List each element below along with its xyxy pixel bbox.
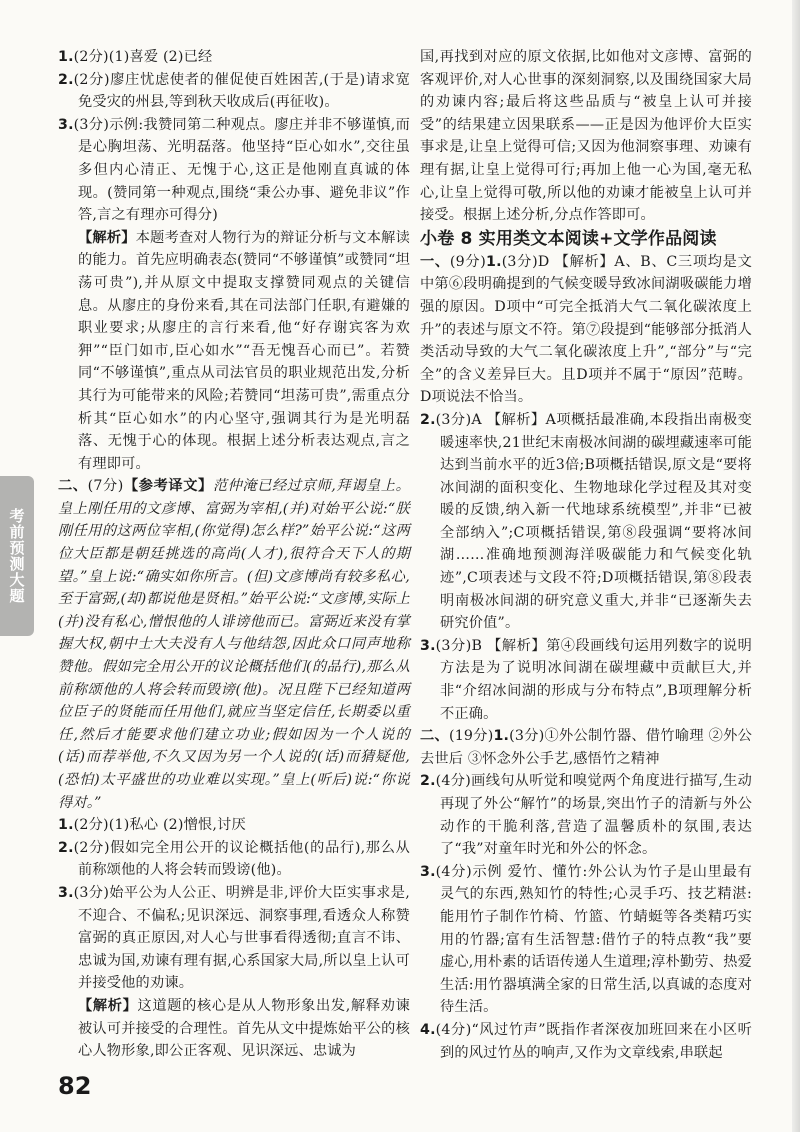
analysis-text: 这道题的核心是从人物形象出发,解释劝谏被认可并接受的合理性。首先从文中提炼始平公的核心人物形象,即公正客观、见识深远、忠诚为 bbox=[78, 997, 410, 1060]
analysis-label: 【解析】 bbox=[78, 997, 138, 1014]
item-number: 2. bbox=[58, 71, 74, 88]
item-number: 1. bbox=[486, 253, 502, 270]
answer-item bbox=[58, 114, 410, 227]
analysis-paragraph bbox=[58, 995, 410, 1063]
side-tab: 考前预测大题 bbox=[0, 476, 34, 636]
analysis-paragraph bbox=[58, 227, 410, 476]
item-number: 1. bbox=[493, 728, 510, 745]
answer-item bbox=[58, 46, 410, 69]
item-number: 3. bbox=[420, 637, 436, 654]
item-text: (3分)①外公制竹器、借竹喻理 ②外公去世后 ③怀念外公手艺,感悟竹之精神 bbox=[420, 728, 752, 767]
item-number: 1. bbox=[58, 817, 74, 834]
item-text: (3分)示例:我赞同第二种观点。廖庄并非不够谨慎,而是心胸坦荡、光明磊落。他坚持“臣心如水”,交往虽多但内心清正、无愧于心,这正是他刚直真诚的体现。(赞同第一种观点,围绕“秉公办事、避免非议”作答,言之有理亦可得分) bbox=[73, 116, 410, 224]
analysis-label: 【解析】 bbox=[78, 229, 136, 246]
item-text: (4分)示例 爱竹、懂竹:外公认为竹子是山里最有灵气的东西,熟知竹的特性;心灵手巧、技艺精湛:能用竹子制作竹椅、竹篮、竹蜻蜓等各类精巧实用的竹器;富有生活智慧:借竹子的特点教“我”要虚心,用朴素的话语传递人生道理;淳朴勤劳、热爱生活:用竹器填满全家的日常生活,以真诚的态度对待生活。 bbox=[435, 863, 752, 1016]
section-number: 一、 bbox=[420, 253, 450, 270]
section-first-item bbox=[420, 725, 752, 770]
item-text: (2分)(1)喜爱 (2)已经 bbox=[73, 49, 213, 65]
item-number: 2. bbox=[420, 411, 436, 428]
section-number: 二、 bbox=[420, 728, 449, 745]
item-number: 2. bbox=[420, 773, 436, 790]
item-number: 4. bbox=[420, 1021, 436, 1038]
item-text: (2分)廖庄忧虑使者的催促使百姓困苦,(于是)请求宽免受灾的州县,等到秋天收成后(再征收)。 bbox=[73, 71, 410, 111]
page-edge bbox=[792, 0, 800, 1132]
section-number: 二、 bbox=[58, 478, 88, 495]
answer-item bbox=[58, 814, 410, 837]
section-title: 小卷 8 实用类文本阅读+文学作品阅读 bbox=[420, 228, 717, 249]
item-text: (4分)画线句从听觉和嗅觉两个角度进行描写,生动再现了外公“解竹”的场景,突出竹子的清新与外公动作的干脆利落,营造了温馨质朴的氛围,表达了“我”对童年时光和外公的怀念。 bbox=[435, 773, 752, 858]
item-text: (3分)D 【解析】A、B、C三项均是文中第⑥段明确提到的气候变暖导致冰间湖吸碳能力增强的原因。D项中“可完全抵消大气二氧化碳浓度上升”的表述与原文不符。第⑦段提到“能够部分抵消人类活动导致的大气二氧化碳浓度上升”,“部分”与“完全”的含义差异巨大。且D项并不属于“原因”范畴。D项说法不恰当。 bbox=[420, 253, 752, 406]
translation-label: 【参考译文】 bbox=[123, 478, 213, 495]
translation-section bbox=[58, 475, 410, 814]
continued-paragraph: 国,再找到对应的原文依据,比如他对文彦博、富弼的客观评价,对人心世事的深刻洞察,以及围绕国家大局的劝谏内容;最后将这些品质与“被皇上认可并接受”的结果建立因果联系——正是因为他评价大臣实事求是,让皇上觉得可信;又因为他洞察事理、劝谏有理有据,让皇上觉得可行;再加上他一心为国,毫无私心,让皇上觉得可敬,所以他的劝谏才能被皇上认可并接受。根据上述分析,分点作答即可。 bbox=[420, 49, 752, 224]
answer-item bbox=[58, 837, 410, 882]
page-number: 82 bbox=[58, 1072, 92, 1100]
translation-text: 范仲淹已经过京师,拜谒皇上。皇上刚任用的文彦博、富弼为宰相,(并)对始平公说:“朕刚任用的这两位宰相,(你觉得)怎么样?”始平公说:“这两位大臣都是朝廷挑选的高尚(人才),很符合天下人的期望。”皇上说:“确实如你所言。(但)文彦博尚有较多私心,至于富弼,(却)都说他是贤相。”始平公说:“文彦博,实际上(并)没有私心,憎恨他的人诽谤他而已。富弼近来没有掌握大权,朝中士大夫没有人与他结怨,因此众口同声地称赞他。假如完全用公开的议论概括他们(的品行),那么从前称颂他的人将会转而毁谤(他)。况且陛下已经知道两位臣子的贤能而任用他们,就应当坚定信任,长期委以重任,然后才能要求他们建立功业;假如因为一个人说的(话)而荐举他,不久又因为另一个人说的(话)而猜疑他,(恐怕)太平盛世的功业难以实现。”皇上(听后)说:“你说得对。” bbox=[58, 478, 411, 811]
answer-item bbox=[420, 861, 752, 1019]
item-text: (3分)始平公为人公正、明辨是非,评价大臣实事求是,不迎合、不偏私;见识深远、洞察事理,看透众人称赞富弼的真正原因,对人心与世事看得透彻;直言不讳、忠诚为国,劝谏有理有据,心系国家大局,所以皇上认可并接受他的劝谏。 bbox=[73, 884, 410, 992]
item-number: 3. bbox=[58, 116, 74, 133]
item-text: (2分)假如完全用公开的议论概括他(的品行),那么从前称颂他的人将会转而毁谤(他)。 bbox=[73, 839, 410, 879]
item-text: (3分)A 【解析】A项概括最准确,本段指出南极变暖速率快,21世纪末南极冰间湖的碳埋藏速率可能达到当前水平的近3倍;B项概括错误,原文是“要将冰间湖的面积变化、生物地球化学过程及其对变暖的反馈,纳入新一代地球系统模型”,并非“已被全部纳入”;C项概括错误,第⑧段强调“要将冰间湖……准确地预测海洋吸碳能力和气候变化轨迹”,C项表述与文段不符;D项概括错误,第⑧段表明南极冰间湖的研究意义重大,并非“已逐渐失去研究价值”。 bbox=[435, 411, 752, 632]
answer-item bbox=[420, 1019, 752, 1064]
item-text: (4分)“风过竹声”既指作者深夜加班回来在小区听到的风过竹丛的响声,又作为文章线索,串联起 bbox=[435, 1021, 752, 1061]
answer-item bbox=[420, 635, 752, 725]
item-text: (3分)B 【解析】第④段画线句运用列数字的说明方法是为了说明冰间湖在碳埋藏中贡献巨大,并非“介绍冰间湖的形成与分布特点”,B项理解分析不正确。 bbox=[435, 637, 752, 722]
answer-item bbox=[58, 69, 410, 114]
section-score: (7分) bbox=[87, 478, 124, 495]
item-number: 3. bbox=[420, 863, 436, 880]
answer-item bbox=[420, 409, 752, 635]
right-column bbox=[420, 46, 752, 1064]
item-text: (2分)(1)私心 (2)憎恨,讨厌 bbox=[73, 817, 246, 834]
answer-item bbox=[58, 882, 410, 995]
analysis-text: 本题考查对人物行为的辩证分析与文本解读的能力。首先应明确表态(赞同“不够谨慎”或赞同“坦荡可贵”),并从原文中提取支撑赞同观点的关键信息。从廖庄的身份来看,其在司法部门任职,有避嫌的职业要求;从廖庄的言行来看,他“好存谢宾客为欢狎”“臣门如市,臣心如水”“吾无愧吾心而已”。若赞同“不够谨慎”,重点从司法官员的职业规范出发,分析其行为可能带来的风险;若赞同“坦荡可贵”,需重点分析其“臣心如水”的内心坚守,强调其行为是光明磊落、无愧于心的体现。根据上述分析表达观点,言之有理即可。 bbox=[78, 229, 410, 472]
section-score: (19分) bbox=[448, 728, 494, 745]
section-score: (9分) bbox=[449, 253, 487, 270]
item-number: 1. bbox=[58, 49, 74, 65]
left-column bbox=[58, 46, 410, 1063]
section-first-item bbox=[420, 251, 752, 409]
item-number: 2. bbox=[58, 839, 74, 856]
answer-item bbox=[420, 770, 752, 860]
item-number: 3. bbox=[58, 884, 74, 901]
